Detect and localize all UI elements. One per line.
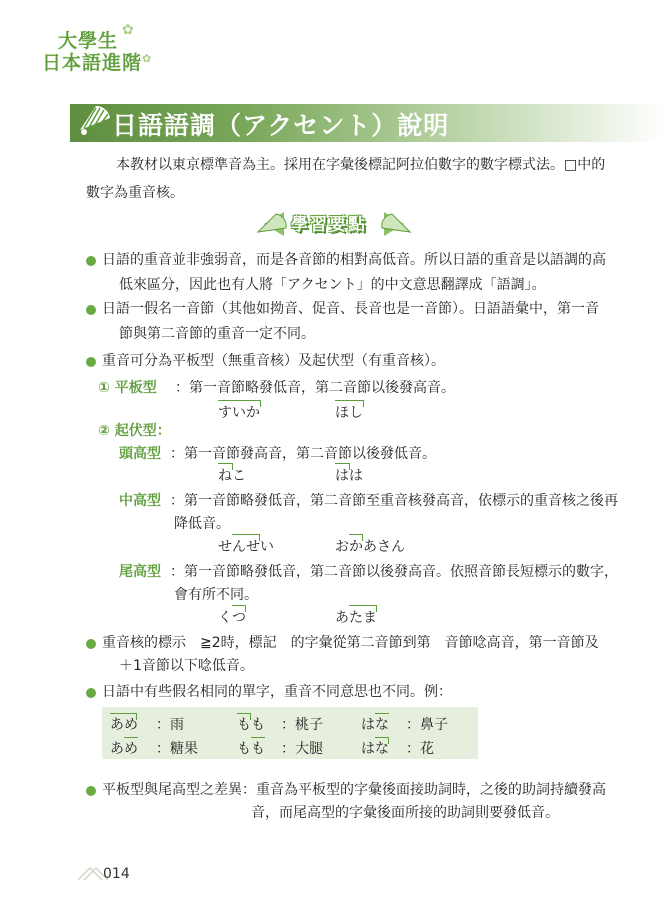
flat-example-1 <box>218 402 260 422</box>
point-1-line1: 日語的重音並非強弱音，而是各音節的相對高低音。所以日語的重音是以語調的高 <box>102 252 606 268</box>
difference-line2: 音，而尾高型的字彙後面所接的助詞則要發低音。 <box>251 805 559 821</box>
homophone-meaning: ：糖果 <box>156 741 198 757</box>
tail-high-label: 尾高型 <box>119 564 161 580</box>
tail-example-1-text: くつ <box>218 610 246 626</box>
middle-example-2-text: おかあさん <box>335 539 405 555</box>
homophone-meaning: ：鼻子 <box>406 717 448 733</box>
flower-icon: ✿ <box>142 52 152 65</box>
homophone-meaning: ：桃子 <box>281 717 323 733</box>
flat-type-desc: ：第一音節略發低音，第二音節以後發高音。 <box>175 380 455 396</box>
middle-example-1 <box>218 536 274 556</box>
homophone-kana-text: もも <box>237 741 265 757</box>
homophone-meaning: ：大腿 <box>281 741 323 757</box>
homophone-meaning: ：雨 <box>156 717 184 733</box>
bullet-icon <box>86 305 96 315</box>
middle-example-2 <box>335 536 405 556</box>
accent-mark: ねこ <box>218 465 232 485</box>
logo-line2: 日本語進階 <box>42 52 143 74</box>
difference-line1: 平板型與尾高型之差異：重音為平板型的字彙後面接助詞時，之後的助詞持續發高 <box>102 782 606 798</box>
point-2-line2: 節與第二音節的重音一定不同。 <box>119 326 315 342</box>
bullet-icon <box>86 786 96 796</box>
head-example-1 <box>218 465 246 485</box>
head-high-desc: ：第一音節發高音，第二音節以後發低音。 <box>170 446 436 462</box>
bullet-icon <box>86 256 96 266</box>
homophone-kana <box>361 714 389 734</box>
logo-line1: 大學生 <box>58 30 119 52</box>
accent-mark: ほし <box>335 402 363 422</box>
accent-mark <box>237 713 251 720</box>
accent-mark <box>251 737 265 744</box>
homophone-kana <box>237 738 265 758</box>
homophone-kana <box>110 714 138 734</box>
flat-example-2 <box>335 402 363 422</box>
accent-mark <box>110 713 137 720</box>
bullet-icon <box>86 639 96 649</box>
bullet-icon <box>86 357 96 367</box>
section-title: 日語語調（アクセント）說明 <box>112 111 450 140</box>
point-2-line1: 日語一假名一音節（其他如拗音、促音、長音也是一音節）。日語語彙中，第一音 <box>102 301 599 317</box>
homophone-kana-text: あめ <box>110 741 138 757</box>
homophone-kana-text: はな <box>361 717 389 733</box>
homophone-kana-text: もも <box>237 717 265 733</box>
tail-example-1 <box>218 607 246 627</box>
accent-mark: はは <box>335 465 349 485</box>
head-example-2 <box>335 465 363 485</box>
head-high-label: 頭高型 <box>119 446 161 462</box>
accent-mark <box>375 713 389 720</box>
homophone-kana <box>237 714 265 734</box>
intro-paragraph: 本教材以東京標準音為主。採用在字彙後標記阿拉伯數字的數字標式法。□中的數字為重音核。 <box>86 157 606 201</box>
accent-mark <box>375 737 389 744</box>
notation-line1: 重音核的標示 ≧2時，標記 的字彙從第二音節到第 音節唸高音，第一音節及 <box>102 635 599 651</box>
homophone-kana <box>361 738 389 758</box>
homophones-intro: 日語中有些假名相同的單字，重音不同意思也不同。例： <box>102 684 452 700</box>
homophone-meaning: ：花 <box>406 741 434 757</box>
middle-high-desc-line2: 降低音。 <box>174 516 230 532</box>
tail-example-2 <box>335 607 377 627</box>
notation-line2: ＋1音節以下唸低音。 <box>119 658 254 674</box>
accent-mark <box>124 737 138 744</box>
accent-mark <box>232 534 260 541</box>
homophone-kana <box>110 738 138 758</box>
undulating-type-label: ② 起伏型： <box>98 423 171 439</box>
point-3: 重音可分為平板型（無重音核）及起伏型（有重音核）。 <box>102 353 445 369</box>
middle-high-desc-line1: ：第一音節略發低音，第二音節至重音核發高音，依標示的重音核之後再 <box>170 493 618 509</box>
flower-icon: ✿ <box>122 22 134 38</box>
accent-mark <box>232 605 246 612</box>
homophone-kana-text: はな <box>361 741 389 757</box>
tail-example-2-text: あたま <box>335 610 377 626</box>
book-logo <box>34 22 154 80</box>
learning-points-label: 學習要點 <box>291 215 367 235</box>
flat-type-label: ① 平板型 <box>98 380 157 396</box>
tail-high-desc-line2: 會有所不同。 <box>174 587 258 603</box>
accent-mark: すいか <box>218 402 260 422</box>
homophone-kana-text: あめ <box>110 717 138 733</box>
page-number: 014 <box>103 866 130 882</box>
point-1-line2: 低來區分，因此也有人將「アクセント」的中文意思翻譯成「語調」。 <box>119 277 546 293</box>
middle-example-1-text: せんせい <box>218 539 274 555</box>
tail-high-desc-line1: ：第一音節略發低音，第二音節以後發高音。依照音節長短標示的數字， <box>170 564 618 580</box>
fan-icon <box>76 96 112 142</box>
accent-mark <box>349 534 363 541</box>
middle-high-label: 中高型 <box>119 493 161 509</box>
bullet-icon <box>86 688 96 698</box>
accent-mark <box>349 605 377 612</box>
